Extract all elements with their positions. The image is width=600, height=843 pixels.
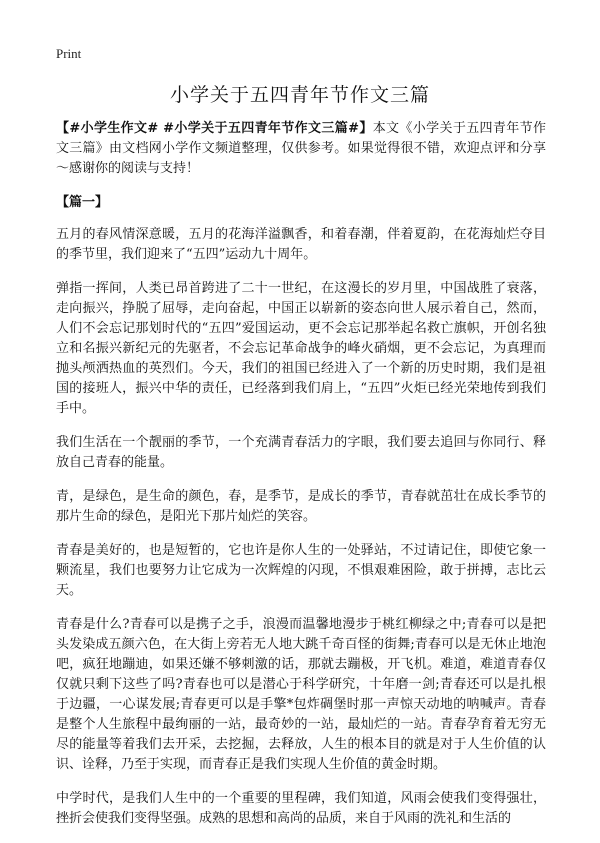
paragraph-7: 中学时代，是我们人生中的一个重要的里程碑，我们知道，风雨会使我们变得强壮，挫折会使我们变得坚强。成熟的思想和高尚的品质，来自于风雨的洗礼和生活的 xyxy=(56,791,546,826)
paragraph-1: 五月的春风情深意暖，五月的花海洋溢飘香，和着春潮，伴着夏韵，在花海灿烂夺目的季节里，我们迎来了“五四”运动九十周年。 xyxy=(56,227,546,262)
article-body xyxy=(56,119,546,843)
print-link[interactable]: Print xyxy=(56,46,82,61)
intro-text: 本文《小学关于五四青年节作文三篇》由文档网小学作文频道整理，仅供参考。如果觉得很不错，欢迎点评和分享～感谢你的阅读与支持！ xyxy=(56,121,546,176)
paragraph-6: 青春是什么?青春可以是携子之手，浪漫而温馨地漫步于桃红柳绿之中;青春可以是把头发染成五颜六色，在大街上旁若无人地大跳千奇百怪的街舞;青春可以是无休止地泡吧，疯狂地蹦迪，如果还嫌不够刺激的话，那就去蹦极，开飞机。难道，难道青春仅仅就只剩下这些了吗?青春也可以是潜心于科学研究，十年磨一剑;青春还可以是扎根于边疆，一心谋发展;青春更可以是手擎*包炸碉堡时那一声惊天动地的呐喊声。青春是整个人生旅程中最绚丽的一站，最奇妙的一站，最灿烂的一站。青春孕育着无穷无尽的能量等着我们去开采，去挖掘，去释放，人生的根本目的就是对于人生价值的认识、诠释，乃至于实现，而青春正是我们实现人生价值的黄金时期。 xyxy=(56,617,546,772)
paragraph-4: 青，是绿色，是生命的颜色，春，是季节，是成长的季节，青春就茁壮在成长季节的那片生命的绿色，是阳光下那片灿烂的笑容。 xyxy=(56,489,546,524)
paragraph-5: 青春是美好的，也是短暂的，它也许是你人生的一处驿站，不过请记住，即使它象一颗流星，我们也要努力让它成为一次辉煌的闪现，不惧艰难困险，敢于拼搏，志比云天。 xyxy=(56,543,546,598)
intro-paragraph xyxy=(56,119,546,179)
page-title: 小学关于五四青年节作文三篇 xyxy=(169,84,430,106)
paragraph-3: 我们生活在一个靓丽的季节，一个充满青春活力的字眼，我们要去追回与你同行、释放自己青春的能量。 xyxy=(56,435,546,470)
intro-tag: 【#小学生作文# #小学关于五四青年节作文三篇#】 xyxy=(56,121,373,136)
section-heading: 【篇一】 xyxy=(56,195,109,210)
paragraph-2: 弹指一挥间，人类已昂首跨进了二十一世纪，在这漫长的岁月里，中国战胜了衰落，走向振兴，挣脱了屈辱，走向奋起，中国正以崭新的姿态向世人展示着自己，然而，人们不会忘记那划时代的“五四”爱国运动，更不会忘记那举起名救亡旗帜，开创名独立和名振兴新纪元的先驱者，不会忘记革命战争的峰火硝烟，更不会忘记，为真理而抛头颅洒热血的英烈们。今天，我们的祖国已经进入了一个新的历史时期，我们是祖国的接班人，振兴中华的责任，已经落到我们肩上，“五四”火炬已经光荣地传到我们手中。 xyxy=(56,281,546,416)
